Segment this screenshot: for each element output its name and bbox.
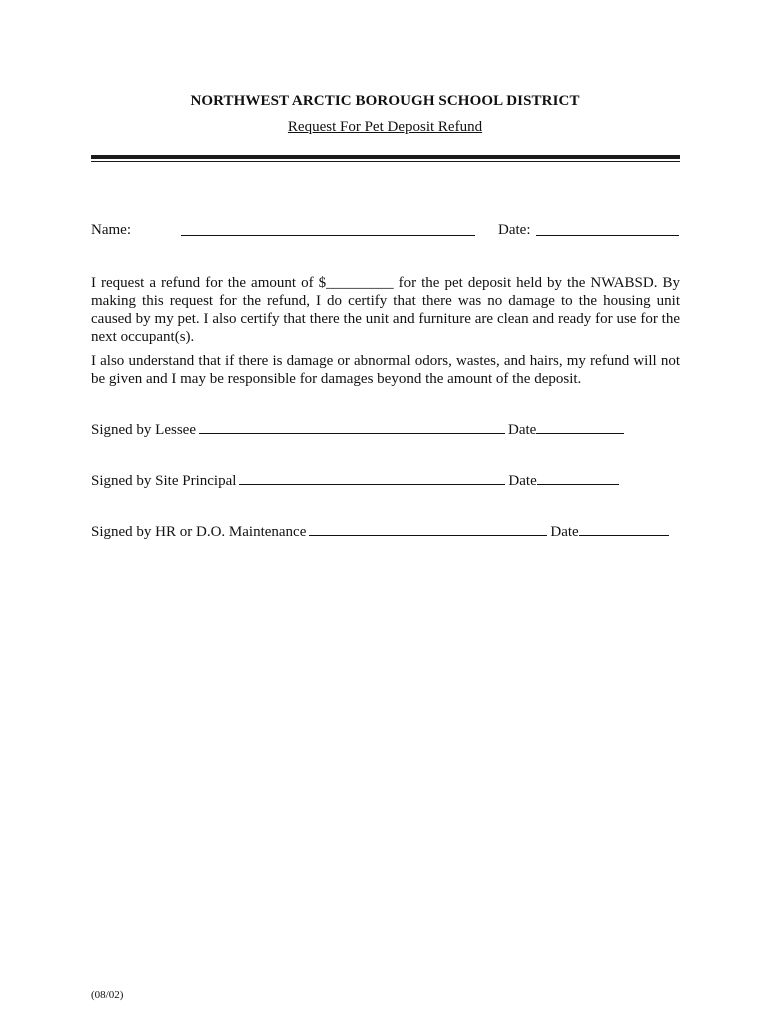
header-rule-thin [91, 161, 680, 162]
principal-date-field[interactable] [537, 472, 619, 485]
maintenance-signature-label: Signed by HR or D.O. Maintenance [91, 524, 307, 540]
lessee-date-field[interactable] [536, 421, 624, 434]
name-field[interactable] [181, 235, 475, 236]
date-field[interactable] [536, 235, 679, 236]
maintenance-date-field[interactable] [579, 523, 669, 536]
damage-terms-paragraph: I also understand that if there is damage or abnormal odors, wastes, and hairs, my refund will not be given and I may be responsible for damages beyond the amount of the deposit. [91, 353, 680, 387]
lessee-date-label: Date [507, 422, 537, 438]
form-title: Request For Pet Deposit Refund [287, 119, 483, 135]
maintenance-signature-row [91, 523, 672, 541]
principal-signature-label: Signed by Site Principal [91, 473, 237, 489]
principal-signature-row [91, 472, 622, 490]
lessee-signature-field[interactable] [199, 421, 505, 434]
header-rule-thick [91, 155, 680, 159]
name-label: Name: [91, 222, 131, 238]
revision-code: (08/02) [91, 989, 124, 1001]
lessee-signature-row [91, 421, 627, 439]
maintenance-date-label: Date [550, 524, 579, 540]
refund-request-paragraph: I request a refund for the amount of $_________ for the pet deposit held by the NWABSD. By making this request for the refund, I do certify that there was no damage to the housing unit caused by my pet. I also certify that there the unit and furniture are clean and ready for use for the next occupant(s). [91, 275, 680, 345]
principal-date-label: Date [508, 473, 537, 489]
lessee-signature-label: Signed by Lessee [91, 422, 196, 438]
district-title: NORTHWEST ARCTIC BOROUGH SCHOOL DISTRICT [190, 93, 580, 109]
maintenance-signature-field[interactable] [309, 523, 547, 536]
principal-signature-field[interactable] [239, 472, 505, 485]
date-label: Date: [498, 222, 531, 238]
